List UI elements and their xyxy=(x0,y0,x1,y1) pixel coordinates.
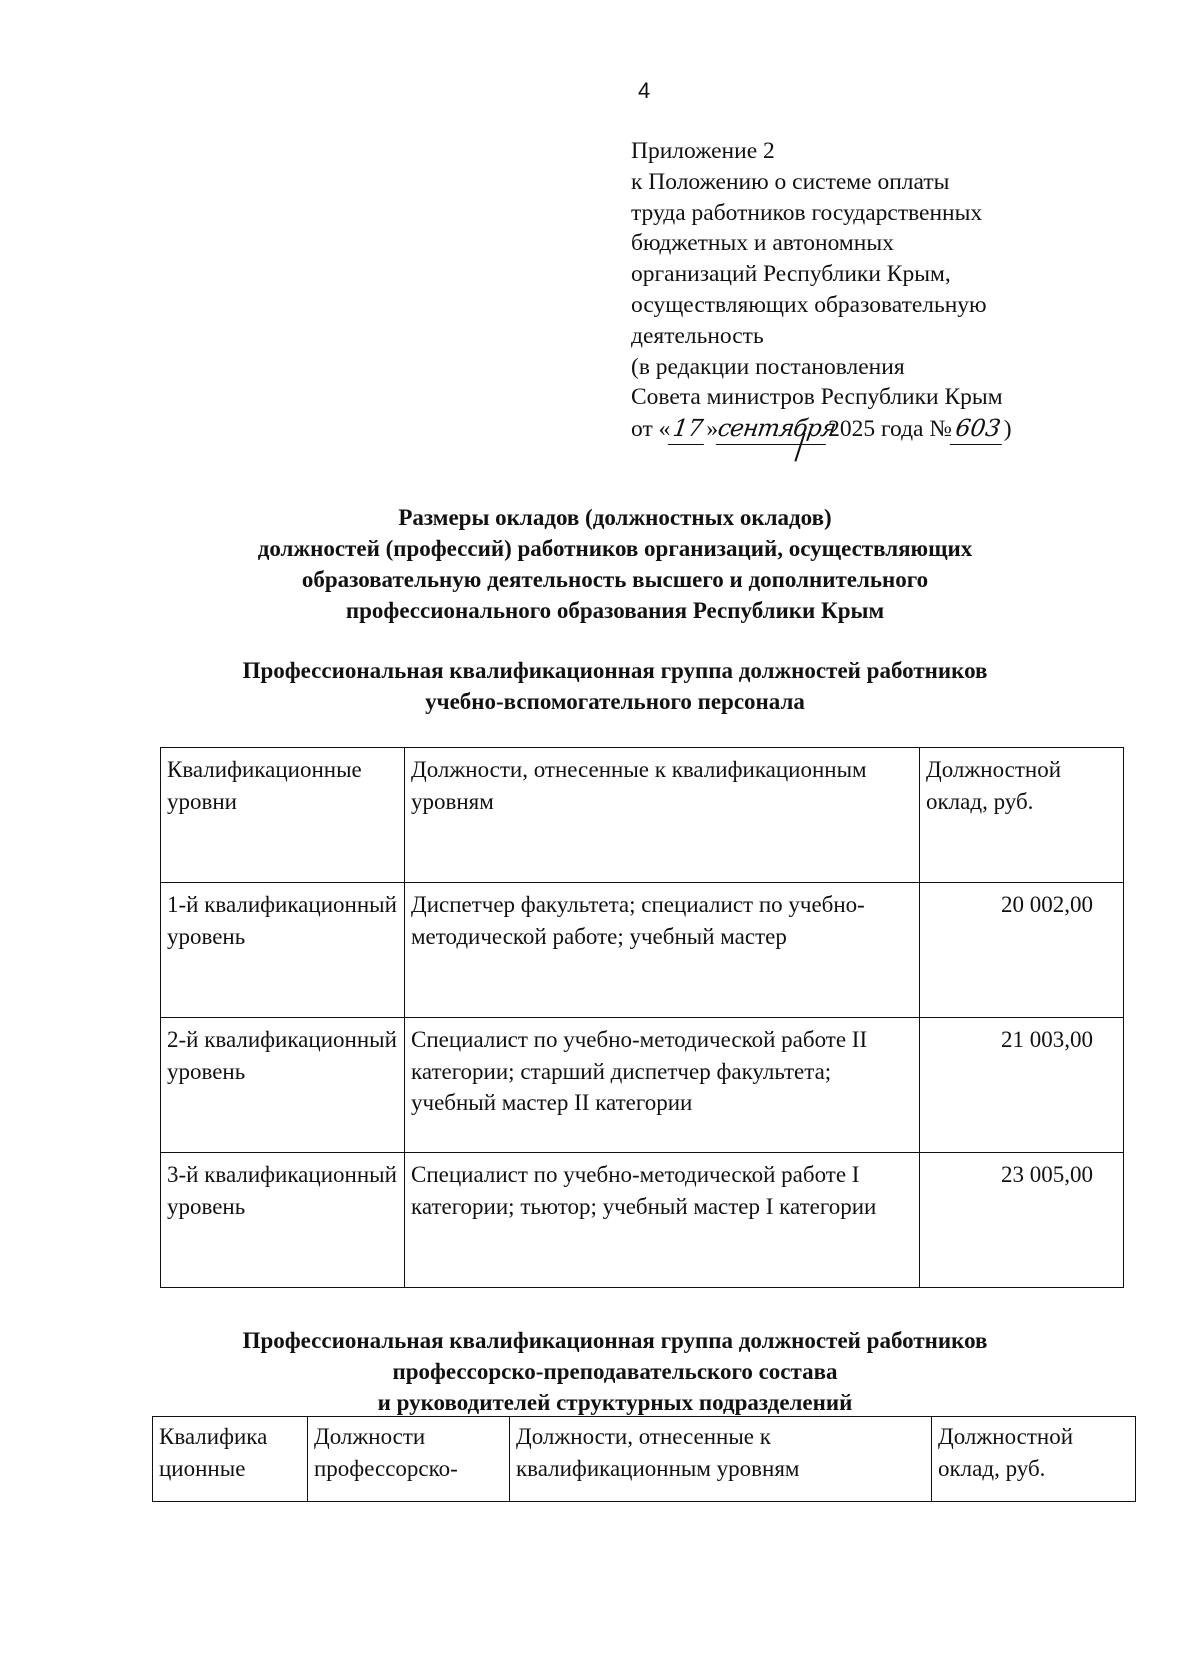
appendix-line: (в редакции постановления xyxy=(631,353,905,380)
title-line: профессионального образования Республики Крым xyxy=(345,598,885,623)
header-faculty-positions: Должности профессорско- xyxy=(308,1417,510,1502)
salary-cell: 20 002,00 xyxy=(920,883,1124,1018)
appendix-line: Приложение 2 xyxy=(631,138,775,164)
appendix-line: организаций Республики Крым, xyxy=(631,261,951,288)
date-year: 2025 года № xyxy=(828,416,952,443)
header-positions: Должности, отнесенные к квалификационным уровням xyxy=(510,1417,932,1502)
title-line: Размеры окладов (должностных окладов) xyxy=(398,505,832,530)
header-levels: Квалифика ционные xyxy=(153,1417,308,1502)
appendix-date-line xyxy=(631,413,1091,445)
table-row xyxy=(161,1018,1124,1153)
salary-cell: 23 005,00 xyxy=(920,1153,1124,1288)
positions-cell: Специалист по учебно-методической работе II категории; старший диспетчер факультета; учебный мастер II категории xyxy=(405,1018,920,1153)
header-salary: Должностной оклад, руб. xyxy=(932,1417,1136,1502)
group1-title xyxy=(120,655,1110,717)
handwritten-doc-number: 603 xyxy=(950,413,1006,445)
document-title xyxy=(120,502,1110,626)
title-line: должностей (профессий) работников организаций, осуществляющих xyxy=(257,536,973,561)
appendix-line: деятельность xyxy=(631,322,764,349)
table-header-row xyxy=(153,1417,1136,1502)
salary-table-support-staff xyxy=(160,747,1124,1288)
handwritten-day: 17 xyxy=(668,413,708,445)
group-title-line: Профессиональная квалификационная группа должностей работников xyxy=(242,1328,988,1353)
title-line: образовательную деятельность высшего и дополнительного xyxy=(301,567,929,592)
table-row xyxy=(161,1153,1124,1288)
appendix-line: осуществляющих образовательную xyxy=(631,291,987,318)
group-title-line: профессорско-преподавательского состава xyxy=(392,1359,838,1384)
salary-cell: 21 003,00 xyxy=(920,1018,1124,1153)
header-salary: Должностной оклад, руб. xyxy=(920,748,1124,883)
group2-title xyxy=(120,1325,1110,1418)
group-title-line: учебно-вспомогательного персонала xyxy=(425,689,805,714)
table-header-row xyxy=(161,748,1124,883)
appendix-line: Совета министров Республики Крым xyxy=(631,384,1003,411)
level-cell: 3-й квалификационный уровень xyxy=(161,1153,405,1288)
appendix-line: к Положению о системе оплаты xyxy=(631,168,950,195)
date-prefix: от « xyxy=(631,416,671,443)
header-positions: Должности, отнесенные к квалификационным уровням xyxy=(405,748,920,883)
positions-cell: Специалист по учебно-методической работе I категории; тьютор; учебный мастер I категории xyxy=(405,1153,920,1288)
handwritten-month: сентября xyxy=(716,413,830,445)
table-row xyxy=(161,883,1124,1018)
salary-table-faculty xyxy=(152,1416,1136,1502)
page-number: 4 xyxy=(638,78,651,103)
positions-cell: Диспетчер факультета; специалист по учебно-методической работе; учебный мастер xyxy=(405,883,920,1018)
header-levels: Квалификационные уровни xyxy=(161,748,405,883)
level-cell: 2-й квалификационный уровень xyxy=(161,1018,405,1153)
level-cell: 1-й квалификационный уровень xyxy=(161,883,405,1018)
appendix-line: бюджетных и автономных xyxy=(631,230,894,257)
appendix-block xyxy=(631,136,1091,445)
date-close: ) xyxy=(1003,416,1012,443)
group-title-line: Профессиональная квалификационная группа должностей работников xyxy=(242,658,988,683)
appendix-line: труда работников государственных xyxy=(631,199,983,226)
group-title-line: и руководителей структурных подразделений xyxy=(377,1390,853,1415)
date-separator: » xyxy=(706,416,719,443)
